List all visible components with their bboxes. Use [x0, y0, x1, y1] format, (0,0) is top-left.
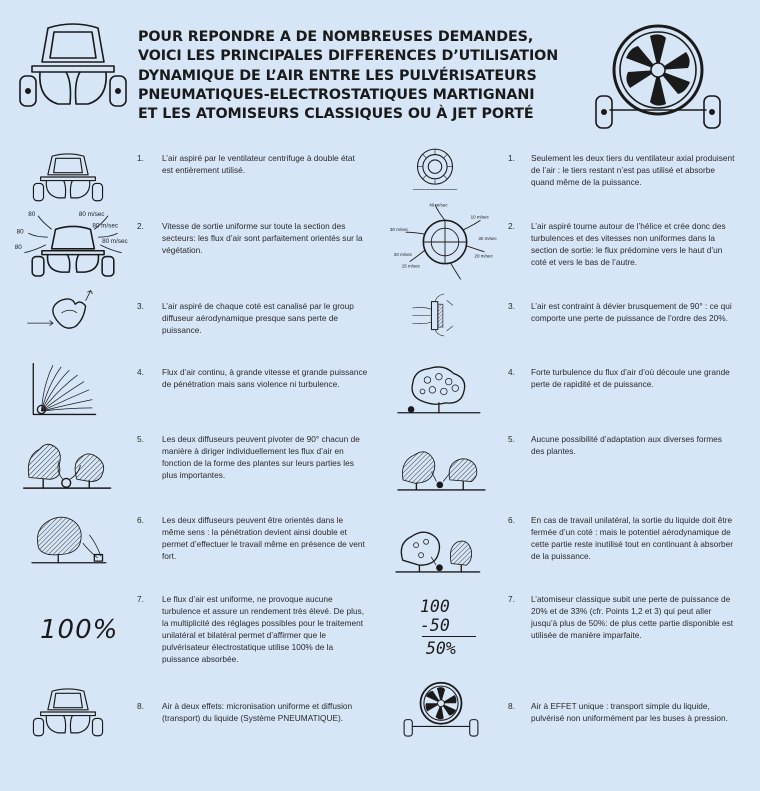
speed-label: 20 m/sec	[393, 251, 413, 257]
list-item	[380, 433, 760, 503]
item-text: Air à EFFET unique : transport simple du liquide, pulvérisé non uniformément par les buses à pression.	[531, 701, 728, 723]
speed-label: 30 m/sec	[389, 227, 409, 233]
air-deviation-icon	[406, 282, 476, 348]
title-line: ET LES ATOMISEURS CLASSIQUES OU À JET PORTÉ	[138, 106, 534, 123]
list-item	[380, 300, 760, 360]
item-text: L’air aspiré de chaque coté est canalisé par le group diffuseur aérodynamique presque sans perte de puissance.	[162, 301, 354, 335]
speed-label: 10 m/sec	[470, 214, 489, 220]
item-text: Aucune possibilité d’adaptation aux diverses formes des plantes.	[531, 434, 722, 456]
list-item	[0, 433, 380, 503]
turbulent-air-speed-icon	[386, 202, 504, 282]
axial-fan-sprayer-icon	[400, 674, 482, 742]
sum-rule	[422, 636, 476, 637]
percent-loss-figure	[420, 597, 476, 658]
item-text: Vitesse de sortie uniforme sur toute la section des secteurs: les flux d’air sont parfaitement orientés sur la végétation.	[162, 221, 363, 255]
item-number: 2.	[137, 221, 144, 231]
pneumatic-sprayer-rear-icon	[32, 684, 104, 740]
unilateral-work-icon	[396, 520, 488, 582]
speed-label: 80	[14, 243, 22, 251]
item-text: Flux d’air continu, à grande vitesse et grande puissance de pénétration mais sans violence ni turbulence.	[162, 367, 368, 389]
speed-label: 30 m/sec	[478, 236, 497, 242]
figure-line: -50	[420, 616, 450, 635]
percent-100-figure: 100%	[40, 615, 119, 645]
item-text: En cas de travail unilatéral, la sortie du liquide doit être fermée d’un coté : mais le potentiel aérodynamique de cette partie reste inutilisé tout en continuant à absorber de la puissance.	[531, 515, 734, 561]
pivoting-diffusers-icon	[22, 435, 114, 497]
figure-line: 50%	[426, 639, 456, 658]
item-number: 4.	[137, 367, 144, 377]
speed-label: 80 m/sec	[102, 237, 128, 245]
figure-line: 100	[420, 597, 450, 616]
item-number: 7.	[137, 594, 144, 604]
item-number: 7.	[508, 594, 515, 604]
list-item	[0, 366, 380, 432]
item-number: 1.	[508, 153, 515, 163]
list-item	[0, 210, 380, 288]
no-adaptation-icon	[398, 437, 490, 501]
item-number: 8.	[508, 701, 515, 711]
speed-label: 40 m/sec	[429, 202, 448, 208]
item-text: Le flux d’air est uniforme, ne provoque aucune turbulence et assure un rendement très élevé. De plus, la multiplicité des réglages possibles pour le traitement unilatéral et bilatéral permet d’affirmer que le pulvérisateur électrostatique utilise 100% de la puissance absorbée.	[162, 594, 365, 664]
item-text: Forte turbulence du flux d’air d’où découle une grande perte de rapidité et de puissance.	[531, 367, 730, 389]
list-item	[0, 152, 380, 212]
item-text: Les deux diffuseurs peuvent être orientés dans le même sens : la pénétration devient ainsi double et permet d’effectuer le travail même en présence de vent fort.	[162, 515, 365, 561]
turbulent-flow-tree-icon	[398, 354, 488, 424]
title-line: DYNAMIQUE DE L’AIR ENTRE LES PULVÉRISATEURS	[138, 67, 537, 84]
pneumatic-sprayer-rear-icon	[32, 150, 104, 204]
item-number: 2.	[508, 221, 515, 231]
item-text: L’air aspiré par le ventilateur centrifuge à double état est entièrement utilisé.	[162, 153, 355, 175]
header	[0, 0, 760, 140]
item-number: 3.	[508, 301, 515, 311]
list-item	[380, 514, 760, 592]
pneumatic-sprayer-rear-icon	[18, 18, 128, 114]
item-text: Air à deux effets: micronisation uniforme et diffusion (transport) du liquide (Système PNEUMATIQUE).	[162, 701, 353, 723]
item-number: 8.	[137, 701, 144, 711]
speed-label: 80	[28, 210, 36, 218]
item-text: L’air aspiré tourne autour de l’hélice et crée donc des turbulences et des vitesses non uniformes dans la section de sortie: le flux prédomine vers le haut d’un coté et vers le bas de l’autre.	[531, 221, 726, 267]
item-number: 1.	[137, 153, 144, 163]
speed-label: 15 m/sec	[401, 263, 421, 269]
list-item	[0, 300, 380, 360]
item-text: Seulement les deux tiers du ventilateur axial produisent de l’air : le tiers restant n’est pas utilisé et absorbe quand même de la puissance.	[531, 153, 735, 187]
item-text: L’atomiseur classique subit une perte de puissance de 20% et de 33% (cfr. Points 1,2 et 3) qui peut aller jusqu’à plus de 50%: de plus cette partie disponible est utilisée de manière imparfaite.	[531, 594, 734, 640]
item-number: 6.	[137, 515, 144, 525]
list-item	[380, 366, 760, 432]
list-item	[0, 700, 380, 760]
speed-label: 80	[16, 228, 24, 236]
item-number: 3.	[137, 301, 144, 311]
title-line: POUR REPONDRE A DE NOMBREUSES DEMANDES,	[138, 29, 534, 45]
air-diffuser-duct-icon	[22, 282, 108, 342]
speed-label: 80 m/sec	[78, 210, 105, 218]
speed-label: 80 m/sec	[92, 222, 118, 230]
item-text: Les deux diffuseurs peuvent pivoter de 90° chacun de manière à diriger individuellement les flux d’air en fonction de la forme des plantes sur leurs parties les plus importantes.	[162, 434, 360, 480]
item-number: 6.	[508, 515, 515, 525]
list-item	[0, 593, 380, 689]
item-number: 4.	[508, 367, 515, 377]
item-number: 5.	[137, 434, 144, 444]
item-text: L’air est contraint à dévier brusquement de 90° : ce qui comporte une perte de puissance de l’ordre des 20%.	[531, 301, 732, 323]
page-title	[138, 28, 578, 124]
speed-label: 20 m/sec	[474, 253, 493, 259]
list-item	[380, 700, 760, 770]
item-number: 5.	[508, 434, 515, 444]
same-direction-diffusers-icon	[32, 506, 114, 572]
title-line: PNEUMATIQUES-ELECTROSTATIQUES MARTIGNANI	[138, 86, 535, 103]
axial-fan-front-icon	[398, 142, 472, 198]
axial-fan-sprayer-icon	[590, 22, 725, 132]
list-item	[0, 514, 380, 592]
title-line: VOICI LES PRINCIPALES DIFFERENCES D’UTILISATION	[138, 48, 559, 65]
uniform-air-speed-icon	[14, 208, 132, 276]
continuous-air-flow-icon	[30, 356, 112, 422]
